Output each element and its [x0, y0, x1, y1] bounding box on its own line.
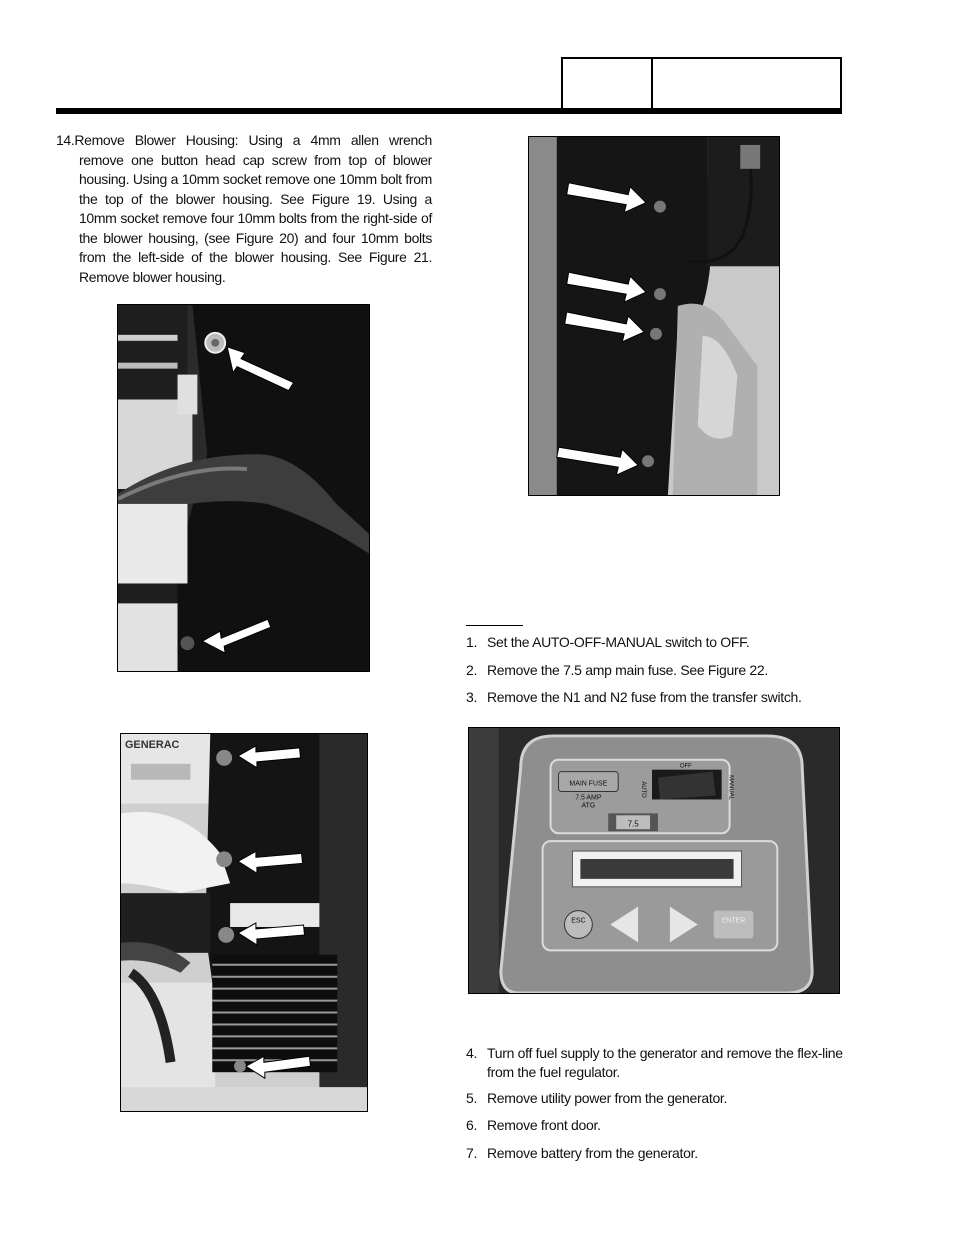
amp-label: 7.5 AMP	[575, 794, 602, 802]
list-item	[466, 1044, 846, 1082]
figure-19-photo	[117, 304, 370, 672]
esc-label: ESC	[571, 917, 586, 925]
step-14-text: Remove Blower Housing: Using a 4mm allen wrench remove one button head cap screw from top of blower housing. Using a 10mm socket remove one 10mm bolt from the top of the blower housing. See Figure 19. Using a 10mm socket remove four 10mm bolts from the right-side of the blower housing, (see Figure 20) and four 10mm bolts from the left-side of the blower housing. See Figure 21. Remove blower housing.	[74, 132, 432, 285]
step-number: 6.	[466, 1117, 478, 1133]
header-page-box	[653, 57, 842, 109]
manual-label: MANUAL	[727, 775, 734, 800]
figure-21-photo	[120, 733, 368, 1112]
list-item	[466, 688, 846, 707]
figure-22-photo	[468, 727, 840, 994]
step-text: Remove utility power from the generator.	[487, 1090, 728, 1106]
list-item	[466, 1089, 846, 1108]
step-text: Turn off fuel supply to the generator and remove the flex-line from the fuel regulator.	[487, 1045, 843, 1080]
header-section-box	[561, 57, 653, 109]
auto-label: AUTO	[640, 781, 647, 798]
step-text: Remove the 7.5 amp main fuse. See Figure 22.	[487, 662, 768, 678]
list-item	[466, 1144, 846, 1163]
step-number: 7.	[466, 1145, 478, 1161]
generac-logo-text: GENERAC	[124, 738, 180, 751]
step-number: 3.	[466, 689, 478, 705]
step-number: 2.	[466, 662, 478, 678]
main-fuse-label: MAIN FUSE	[569, 780, 608, 788]
section-heading-rule	[466, 625, 523, 626]
step-text: Remove the N1 and N2 fuse from the transfer switch.	[487, 689, 802, 705]
step-number: 5.	[466, 1090, 478, 1106]
list-item	[466, 633, 846, 652]
list-item	[466, 1116, 846, 1135]
step-text: Remove battery from the generator.	[487, 1145, 698, 1161]
atg-label: ATG	[581, 802, 596, 810]
step-text: Remove front door.	[487, 1117, 601, 1133]
header-rule	[56, 108, 842, 114]
step-14-number: 14.	[56, 132, 75, 148]
step-14	[56, 131, 432, 287]
off-label: OFF	[679, 763, 692, 770]
step-text: Set the AUTO-OFF-MANUAL switch to OFF.	[487, 634, 750, 650]
enter-label: ENTER	[721, 917, 746, 925]
step-number: 1.	[466, 634, 478, 650]
step-number: 4.	[466, 1045, 478, 1061]
fuse-value-label: 7.5	[627, 819, 639, 829]
list-item	[466, 661, 846, 680]
figure-20-photo	[528, 136, 780, 496]
